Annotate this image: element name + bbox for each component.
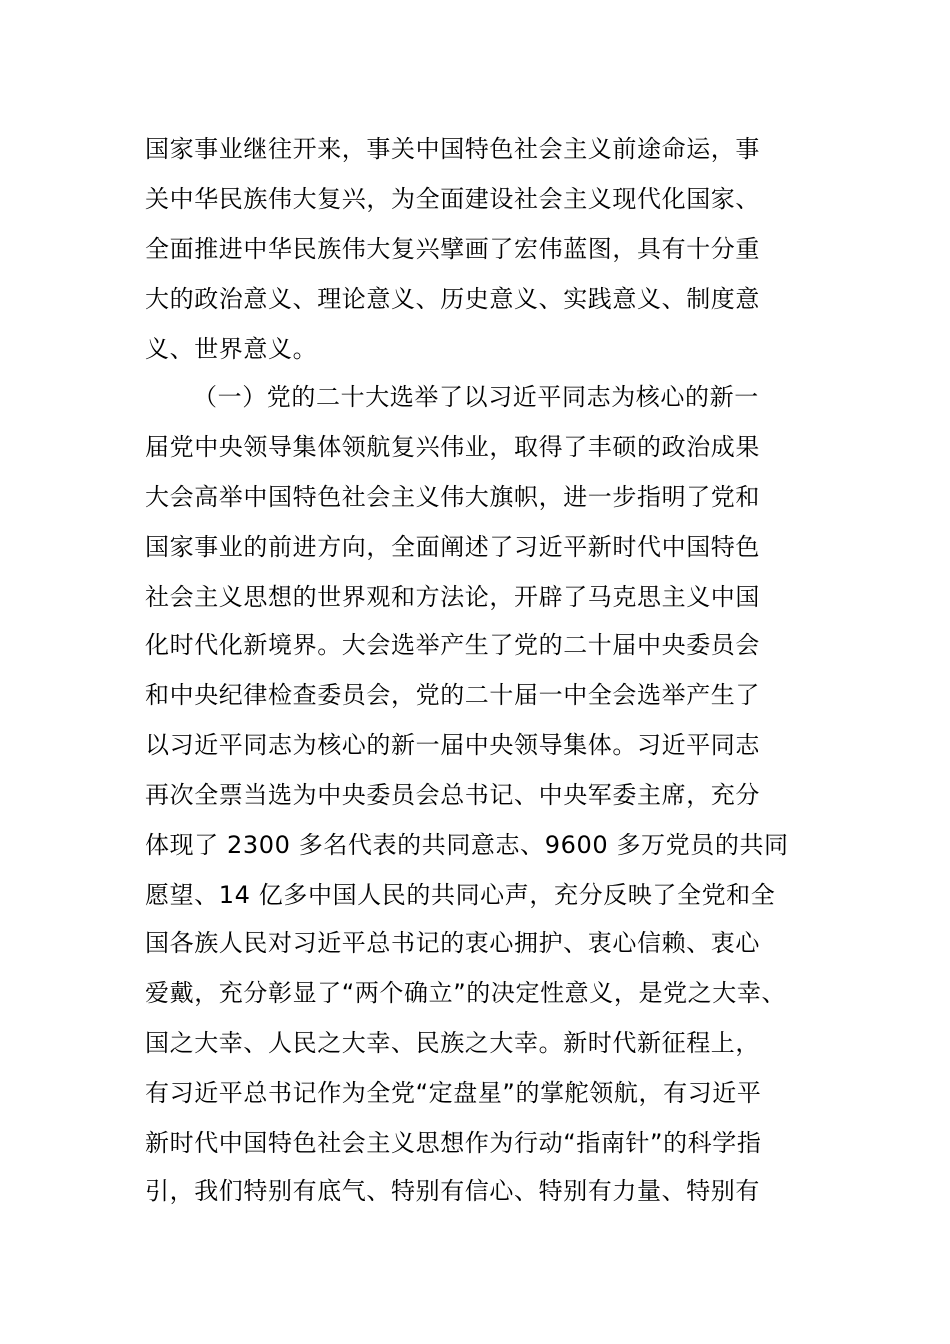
text-line: 新时代中国特色社会主义思想作为行动“指南针”的科学指 — [145, 1129, 762, 1157]
text-line: 有习近平总书记作为全党“定盘星”的掌舵领航，有习近平 — [145, 1079, 762, 1107]
text-line: 以习近平同志为核心的新一届中央领导集体。习近平同志 — [145, 731, 760, 759]
text-line: 爱戴，充分彰显了“两个确立”的决定性意义，是党之大幸、 — [145, 979, 787, 1007]
text-line: 体现了 2300 多名代表的共同意志、9600 多万党员的共同 — [145, 831, 789, 859]
text-line: 愿望、14 亿多中国人民的共同心声，充分反映了全党和全 — [145, 881, 776, 909]
text-line: 社会主义思想的世界观和方法论，开辟了马克思主义中国 — [145, 583, 760, 611]
text-line: 全面推进中华民族伟大复兴擘画了宏伟蓝图，具有十分重 — [145, 235, 760, 263]
text-line: 再次全票当选为中央委员会总书记、中央军委主席，充分 — [145, 781, 760, 809]
text-line: 国家事业继往开来，事关中国特色社会主义前途命运，事 — [145, 135, 760, 163]
text-line: 国之大幸、人民之大幸、民族之大幸。新时代新征程上， — [145, 1029, 760, 1057]
text-line: 关中华民族伟大复兴，为全面建设社会主义现代化国家、 — [145, 185, 760, 213]
text-line: 大会高举中国特色社会主义伟大旗帜，进一步指明了党和 — [145, 483, 760, 511]
text-line: 义、世界意义。 — [145, 335, 318, 363]
text-line: 引，我们特别有底气、特别有信心、特别有力量、特别有 — [145, 1177, 760, 1205]
text-line: 国家事业的前进方向，全面阐述了习近平新时代中国特色 — [145, 533, 760, 561]
text-line: 届党中央领导集体领航复兴伟业，取得了丰硕的政治成果 — [145, 433, 760, 461]
text-line: 化时代化新境界。大会选举产生了党的二十届中央委员会 — [145, 631, 760, 659]
text-line: 和中央纪律检查委员会，党的二十届一中全会选举产生了 — [145, 681, 760, 709]
text-line: 国各族人民对习近平总书记的衷心拥护、衷心信赖、衷心 — [145, 929, 760, 957]
text-line: 大的政治意义、理论意义、历史意义、实践意义、制度意 — [145, 285, 760, 313]
section-heading-line: （一）党的二十大选举了以习近平同志为核心的新一 — [193, 383, 759, 411]
